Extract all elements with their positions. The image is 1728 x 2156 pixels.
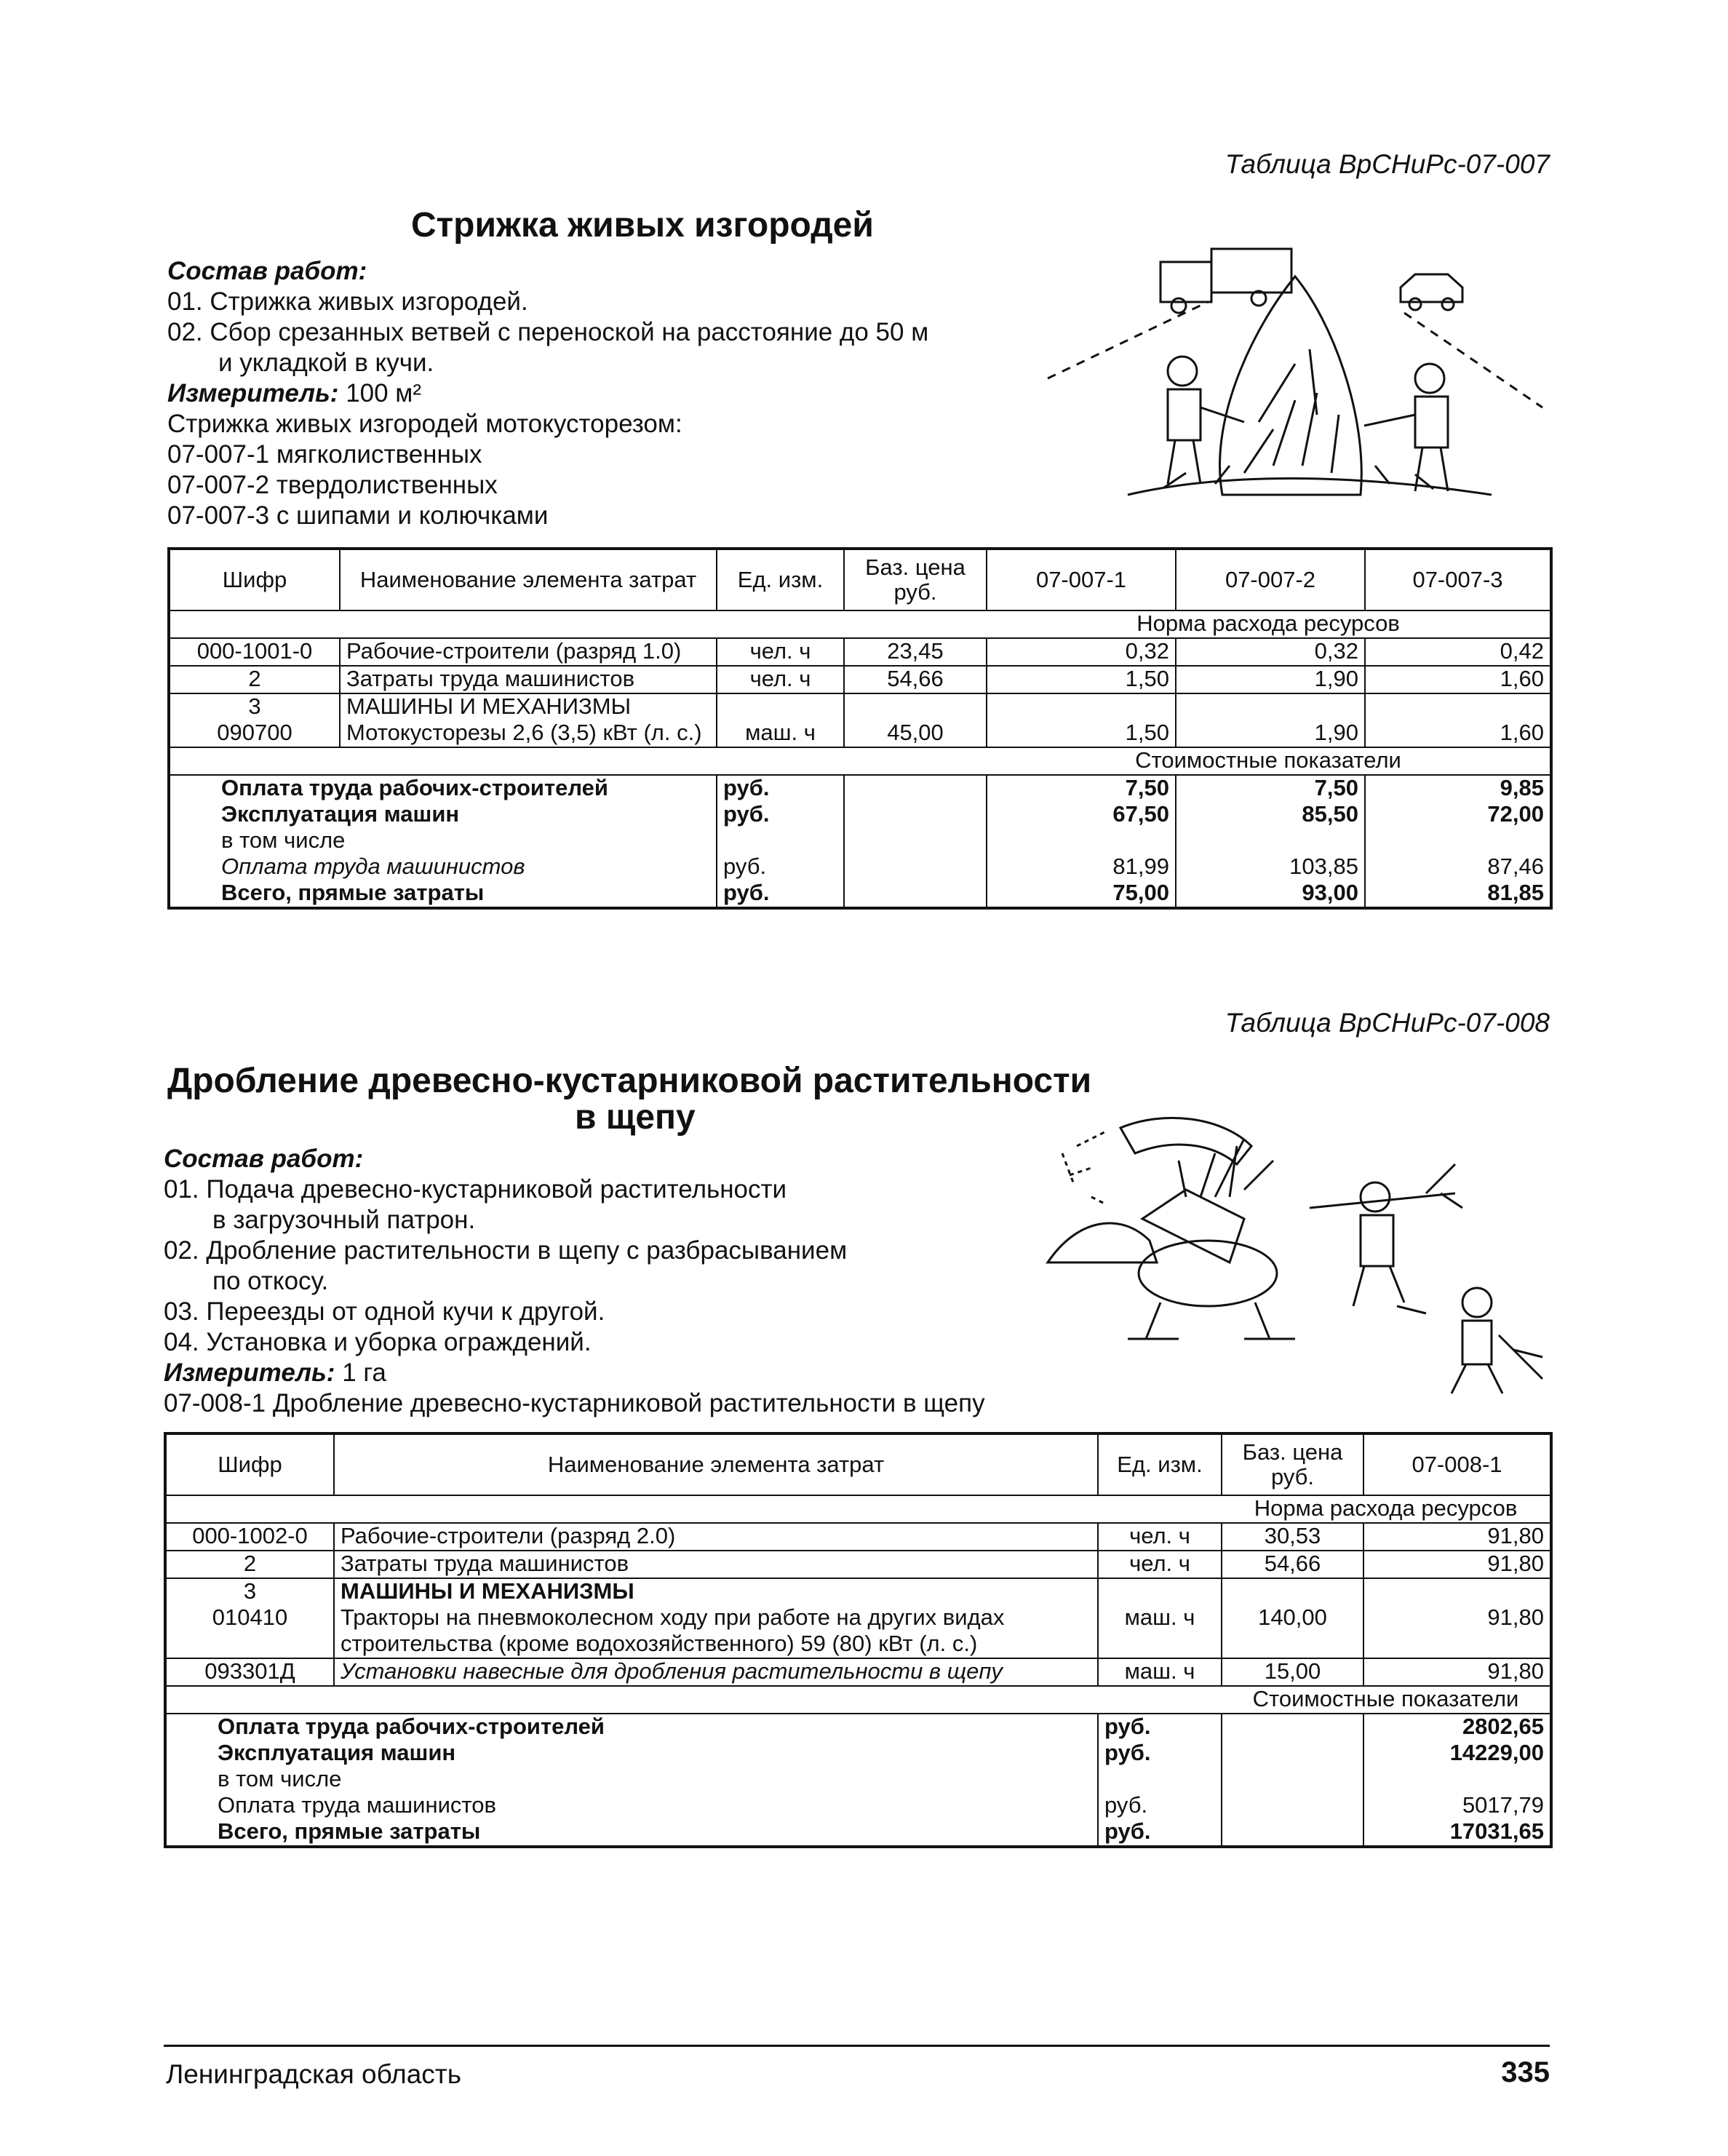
- variant-3: 07-007-3 с шипами и колючками: [167, 501, 549, 530]
- step-1-cont: в загрузочный патрон.: [212, 1206, 476, 1234]
- step-3: 03. Переезды от одной кучи к другой.: [164, 1297, 605, 1326]
- cell-price: 23,45: [844, 638, 987, 666]
- cell-code: 3: [165, 1578, 334, 1605]
- cell-name: Рабочие-строители (разряд 1.0): [340, 638, 717, 666]
- step-2: 02. Дробление растительности в щепу с разбрасыванием: [164, 1236, 848, 1265]
- cell-name: МАШИНЫ И МЕХАНИЗМЫ: [340, 693, 717, 720]
- cost-row: [169, 828, 1551, 854]
- cell-code: 000-1001-0: [169, 638, 340, 666]
- variant-1: 07-008-1 Дробление древесно-кустарниковой растительности в щепу: [164, 1389, 985, 1417]
- measure-label-1: Измеритель:: [167, 379, 339, 407]
- cost-name: Оплата труда рабочих-строителей: [169, 775, 717, 802]
- cost-row: [169, 880, 1551, 908]
- footer-divider: [164, 2045, 1550, 2047]
- cell-value: 1,50: [987, 720, 1176, 747]
- cost-unit: руб.: [717, 880, 844, 908]
- cell-unit: маш. ч: [717, 720, 844, 747]
- cost-row: [169, 775, 1551, 802]
- section-row-cost: [165, 1686, 1551, 1714]
- table-row: [165, 1631, 1551, 1658]
- header-price: Баз. цена руб.: [1222, 1433, 1363, 1495]
- table-row: [169, 720, 1551, 747]
- table-header-row: [165, 1433, 1551, 1495]
- table-reference-2: Таблица ВрСНиРс-07-008: [1225, 1008, 1550, 1038]
- cell-price: 15,00: [1222, 1658, 1363, 1686]
- cost-name: Оплата труда рабочих-строителей: [165, 1714, 1098, 1741]
- cost-unit: руб.: [1098, 1819, 1222, 1847]
- cell-unit: чел. ч: [1098, 1551, 1222, 1578]
- cell-unit: маш. ч: [1098, 1605, 1222, 1631]
- cell-price: 54,66: [844, 666, 987, 693]
- cost-name: в том числе: [169, 828, 717, 854]
- measure-value-2: 1 га: [342, 1359, 386, 1387]
- table-row: [165, 1523, 1551, 1551]
- cell-price: 140,00: [1222, 1605, 1363, 1631]
- wood-chipper-illustration: [1033, 1095, 1557, 1401]
- cost-row: [169, 854, 1551, 880]
- cell-value: 0,32: [1176, 638, 1365, 666]
- cost-unit: руб.: [1098, 1793, 1222, 1819]
- intro-1: Стрижка живых изгородей мотокусторезом:: [167, 410, 682, 438]
- step-2-cont: и укладкой в кучи.: [218, 349, 434, 377]
- cell-price: 30,53: [1222, 1523, 1363, 1551]
- cell-value: 91,80: [1363, 1605, 1551, 1631]
- section-row-norm: [169, 610, 1551, 638]
- cost-value: 9,85: [1365, 775, 1551, 802]
- header-variant-2: 07-007-2: [1176, 549, 1365, 610]
- cell-value: 0,32: [987, 638, 1176, 666]
- section-label-norm: Норма расхода ресурсов: [987, 610, 1551, 638]
- cost-value: 81,99: [987, 854, 1176, 880]
- cell-value: 0,42: [1365, 638, 1551, 666]
- variant-2: 07-007-2 твердолиственных: [167, 471, 498, 499]
- cost-value: 7,50: [987, 775, 1176, 802]
- step-1: 01. Стрижка живых изгородей.: [167, 287, 528, 316]
- cell-name: строительства (кроме водохозяйственного) 59 (80) кВт (л. с.): [334, 1631, 1098, 1658]
- step-2-cont: по откосу.: [212, 1267, 329, 1295]
- resource-table-2: [164, 1432, 1553, 1848]
- cell-value: 1,60: [1365, 666, 1551, 693]
- cell-code: 090700: [169, 720, 340, 747]
- cost-value: 14229,00: [1363, 1741, 1551, 1767]
- table-row: [169, 693, 1551, 720]
- cost-unit: руб.: [717, 802, 844, 828]
- cell-value: 1,50: [987, 666, 1176, 693]
- step-1: 01. Подача древесно-кустарниковой растительности: [164, 1175, 787, 1204]
- cell-value: 1,90: [1176, 720, 1365, 747]
- section-label-cost: Стоимостные показатели: [987, 747, 1551, 775]
- footer-region: Ленинградская область: [166, 2059, 462, 2089]
- cost-value: 85,50: [1176, 802, 1365, 828]
- cell-name: Рабочие-строители (разряд 2.0): [334, 1523, 1098, 1551]
- cost-row: [165, 1714, 1551, 1741]
- section-title-2: Дробление древесно-кустарниковой растительности: [167, 1062, 1092, 1100]
- table-reference-1: Таблица ВрСНиРс-07-007: [1225, 149, 1550, 179]
- table-row: [165, 1658, 1551, 1686]
- cost-name: Всего, прямые затраты: [169, 880, 717, 908]
- cost-row: [169, 802, 1551, 828]
- cell-value: 1,60: [1365, 720, 1551, 747]
- cost-name: Всего, прямые затраты: [165, 1819, 1098, 1847]
- composition-label-1: Состав работ:: [167, 257, 367, 285]
- page-number: 335: [1501, 2056, 1550, 2088]
- header-code: Шифр: [165, 1433, 334, 1495]
- cell-name: Затраты труда машинистов: [334, 1551, 1098, 1578]
- header-variant-1: 07-007-1: [987, 549, 1176, 610]
- cell-name: Установки навесные для дробления растительности в щепу: [334, 1658, 1098, 1686]
- cell-unit: чел. ч: [1098, 1523, 1222, 1551]
- header-name: Наименование элемента затрат: [340, 549, 717, 610]
- header-code: Шифр: [169, 549, 340, 610]
- cell-price: 54,66: [1222, 1551, 1363, 1578]
- table-row: [169, 638, 1551, 666]
- variant-1: 07-007-1 мягколиственных: [167, 440, 482, 469]
- header-variant-1: 07-008-1: [1363, 1433, 1551, 1495]
- measure-label-2: Измеритель:: [164, 1359, 335, 1387]
- cell-value: 91,80: [1363, 1551, 1551, 1578]
- cell-code: 3: [169, 693, 340, 720]
- header-name: Наименование элемента затрат: [334, 1433, 1098, 1495]
- cell-code: [165, 1631, 334, 1658]
- table-row: [165, 1551, 1551, 1578]
- cost-value: 2802,65: [1363, 1714, 1551, 1741]
- section-label-norm: Норма расхода ресурсов: [1222, 1495, 1551, 1523]
- table-row: [169, 666, 1551, 693]
- cost-value: 7,50: [1176, 775, 1365, 802]
- composition-label-2: Состав работ:: [164, 1145, 364, 1173]
- header-price: Баз. цена руб.: [844, 549, 987, 610]
- section-title-2-cont: в щепу: [575, 1098, 696, 1137]
- cost-value: 93,00: [1176, 880, 1365, 908]
- header-variant-3: 07-007-3: [1365, 549, 1551, 610]
- cost-row: [165, 1819, 1551, 1847]
- step-4: 04. Установка и уборка ограждений.: [164, 1328, 592, 1356]
- cell-code: 093301Д: [165, 1658, 334, 1686]
- cost-unit: руб.: [717, 854, 844, 880]
- table-row: [165, 1578, 1551, 1605]
- cost-value: 87,46: [1365, 854, 1551, 880]
- table-row: [165, 1605, 1551, 1631]
- cell-price: 45,00: [844, 720, 987, 747]
- cost-name: Оплата труда машинистов: [169, 854, 717, 880]
- cost-name: Эксплуатация машин: [165, 1741, 1098, 1767]
- resource-table-1: [167, 547, 1553, 910]
- header-unit: Ед. изм.: [717, 549, 844, 610]
- measure-value-1: 100 м²: [346, 379, 422, 407]
- cost-value: 81,85: [1365, 880, 1551, 908]
- table-header-row: [169, 549, 1551, 610]
- section-row-norm: [165, 1495, 1551, 1523]
- section-row-cost: [169, 747, 1551, 775]
- cost-name: в том числе: [165, 1767, 1098, 1793]
- cost-name: Оплата труда машинистов: [165, 1793, 1098, 1819]
- cost-value: 103,85: [1176, 854, 1365, 880]
- cell-code: 2: [169, 666, 340, 693]
- cell-name: МАШИНЫ И МЕХАНИЗМЫ: [334, 1578, 1098, 1605]
- cell-unit: маш. ч: [1098, 1658, 1222, 1686]
- cell-unit: чел. ч: [717, 638, 844, 666]
- cost-row: [165, 1741, 1551, 1767]
- cell-value: 91,80: [1363, 1658, 1551, 1686]
- section-label-cost: Стоимостные показатели: [1222, 1686, 1551, 1714]
- cost-unit: руб.: [1098, 1741, 1222, 1767]
- cost-value: 17031,65: [1363, 1819, 1551, 1847]
- cell-value: 91,80: [1363, 1523, 1551, 1551]
- cost-unit: руб.: [717, 775, 844, 802]
- cost-value: 72,00: [1365, 802, 1551, 828]
- cost-unit: руб.: [1098, 1714, 1222, 1741]
- cost-name: Эксплуатация машин: [169, 802, 717, 828]
- cell-name: Мотокусторезы 2,6 (3,5) кВт (л. с.): [340, 720, 717, 747]
- cost-value: 75,00: [987, 880, 1176, 908]
- cell-code: 000-1002-0: [165, 1523, 334, 1551]
- hedge-trimming-illustration: [1040, 233, 1564, 524]
- cost-row: [165, 1793, 1551, 1819]
- cost-value: 5017,79: [1363, 1793, 1551, 1819]
- cell-unit: чел. ч: [717, 666, 844, 693]
- header-unit: Ед. изм.: [1098, 1433, 1222, 1495]
- cell-name: Тракторы на пневмоколесном ходу при работе на других видах: [334, 1605, 1098, 1631]
- cell-code: 010410: [165, 1605, 334, 1631]
- cell-code: 2: [165, 1551, 334, 1578]
- cell-value: 1,90: [1176, 666, 1365, 693]
- cell-name: Затраты труда машинистов: [340, 666, 717, 693]
- cost-value: 67,50: [987, 802, 1176, 828]
- section-title-1: Стрижка живых изгородей: [411, 206, 874, 244]
- step-2: 02. Сбор срезанных ветвей с переноской на расстояние до 50 м: [167, 318, 929, 346]
- cost-row: [165, 1767, 1551, 1793]
